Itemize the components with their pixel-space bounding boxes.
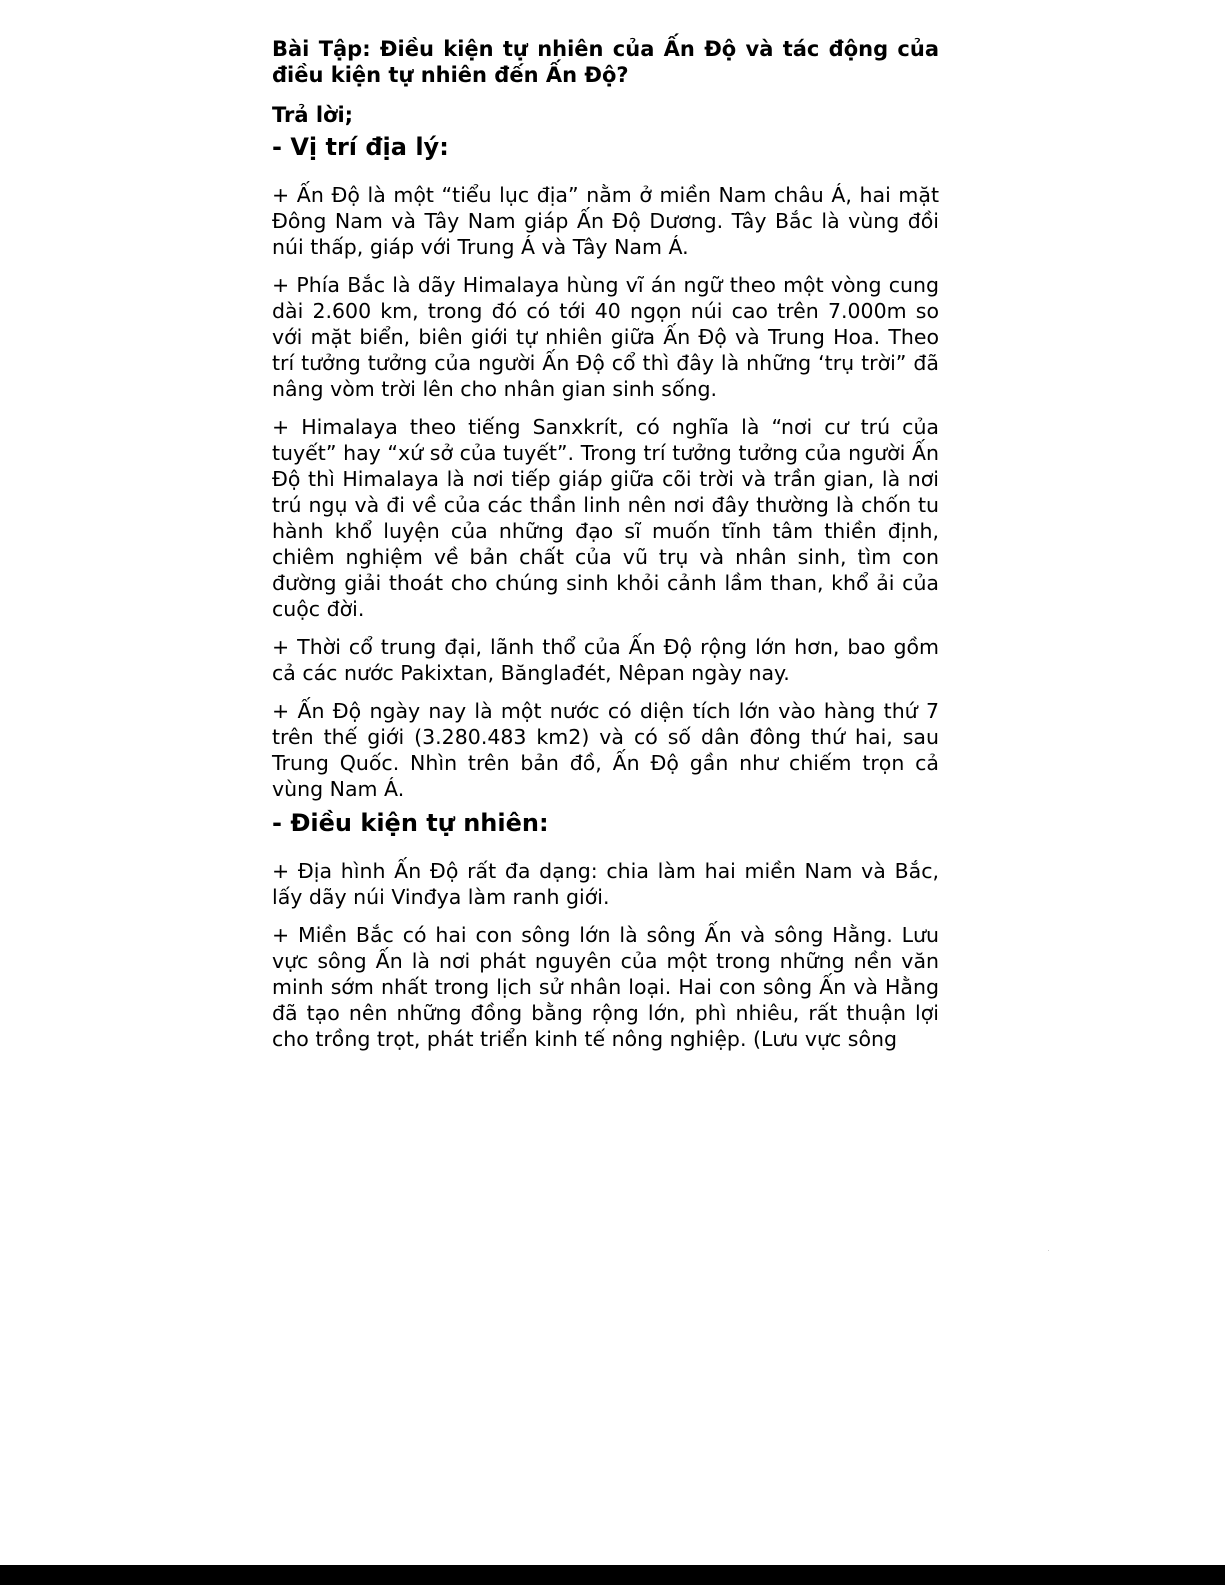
paragraph: + Phía Bắc là dãy Himalaya hùng vĩ án ngữ theo một vòng cung dài 2.600 km, trong đó có tới 40 ngọn núi cao trên 7.000m so với mặt biển, biên giới tự nhiên giữa Ấn Độ và Trung Hoa. Theo trí tưởng tưởng của người Ấn Độ cổ thì đây là những ‘trụ trời” đã nâng vòm trời lên cho nhân gian sinh sống.: [272, 273, 939, 401]
paragraph: + Thời cổ trung đại, lãnh thổ của Ấn Độ rộng lớn hơn, bao gồm cả các nước Pakixtan, Bănglađét, Nêpan ngày nay.: [272, 635, 939, 685]
answer-label: Trả lời;: [272, 103, 354, 127]
scan-speck: [1048, 1250, 1049, 1251]
section-heading-geography: - Vị trí địa lý:: [272, 133, 449, 161]
paragraph: + Ấn Độ là một “tiểu lục địa” nằm ở miền Nam châu Á, hai mặt Đông Nam và Tây Nam giáp Ấn Độ Dương. Tây Bắc là vùng đồi núi thấp, giáp với Trung Á và Tây Nam Á.: [272, 183, 939, 259]
document-page: [272, 36, 939, 1064]
paragraph: + Ấn Độ ngày nay là một nước có diện tích lớn vào hàng thứ 7 trên thế giới (3.280.483 km2) và có số dân đông thứ hai, sau Trung Quốc. Nhìn trên bản đồ, Ấn Độ gần như chiếm trọn cả vùng Nam Á.: [272, 699, 939, 801]
exercise-title: Bài Tập: Điều kiện tự nhiên của Ấn Độ và tác động của điều kiện tự nhiên đến Ấn Độ?: [272, 37, 939, 87]
paragraph: + Địa hình Ấn Độ rất đa dạng: chia làm hai miền Nam và Bắc, lấy dãy núi Vinđya làm ranh giới.: [272, 859, 939, 909]
paragraph: + Miền Bắc có hai con sông lớn là sông Ấn và sông Hằng. Lưu vực sông Ấn là nơi phát nguyên của một trong những nền văn minh sớm nhất trong lịch sử nhân loại. Hai con sông Ấn và Hằng đã tạo nên những đồng bằng rộng lớn, phì nhiêu, rất thuận lợi cho trồng trọt, phát triển kinh tế nông nghiệp. (Lưu vực sông: [272, 923, 939, 1051]
page-bottom-bar: [0, 1565, 1225, 1585]
paragraph: + Himalaya theo tiếng Sanxkrít, có nghĩa là “nơi cư trú của tuyết” hay “xứ sở của tuyết”. Trong trí tưởng tưởng của người Ấn Độ thì Himalaya là nơi tiếp giáp giữa cõi trời và trần gian, là nơi trú ngụ và đi về của các thần linh nên nơi đây thường là chốn tu hành khổ luyện của những đạo sĩ muốn tĩnh tâm thiền định, chiêm nghiệm về bản chất của vũ trụ và nhân sinh, tìm con đường giải thoát cho chúng sinh khỏi cảnh lầm than, khổ ải của cuộc đời.: [272, 415, 939, 621]
section-heading-natural-conditions: - Điều kiện tự nhiên:: [272, 809, 549, 837]
